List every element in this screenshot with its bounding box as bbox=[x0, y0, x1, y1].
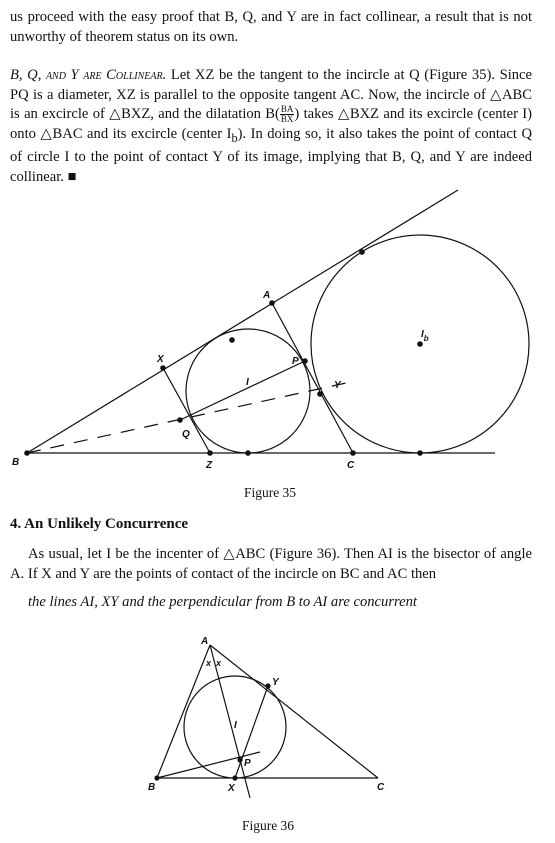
top-paragraph: us proceed with the easy proof that B, Q, and Y are in fact collinear, a result that is not unworthy of theorem status on its own. bbox=[10, 9, 532, 45]
fig35-point-y bbox=[317, 391, 323, 397]
fig35-point-ex-top bbox=[359, 249, 365, 255]
figure-36 bbox=[0, 630, 555, 830]
fig36-label-a: A bbox=[201, 636, 209, 647]
fig35-label-y: Y bbox=[334, 380, 341, 391]
fig35-tangent-line bbox=[27, 190, 458, 453]
fig36-point-x bbox=[232, 775, 237, 780]
fig36-label-y: Y bbox=[272, 677, 279, 688]
fig36-point-p bbox=[237, 757, 242, 762]
fig35-point-q bbox=[177, 417, 183, 423]
fig35-label-c: C bbox=[347, 460, 355, 471]
fig36-label-x2: x bbox=[216, 658, 222, 668]
fig35-point-ib bbox=[417, 341, 423, 347]
fig35-label-q: Q bbox=[182, 429, 190, 440]
fig35-incircle bbox=[186, 329, 310, 453]
fig35-point-ex-base bbox=[417, 450, 423, 456]
fig36-point-b bbox=[154, 775, 159, 780]
proof-body-3: ). In doing so, it also takes the point of contact Q of circle I to the point of contact Y of its image, implying that B, Q, and Y are indeed collinear. bbox=[10, 125, 532, 185]
fig35-label-a: A bbox=[263, 290, 271, 301]
fig35-label-z: Z bbox=[206, 460, 213, 471]
fig36-label-i: I bbox=[234, 720, 237, 731]
fig35-dashed-line bbox=[27, 381, 355, 453]
fig36-label-x1: x bbox=[206, 658, 212, 668]
proof-paragraph: B, Q, and Y are Collinear. Let XZ be the tangent to the incircle at Q (Figure 35). Since PQ is a diameter, XZ is parallel to the opposite tangent AC. Now, the incircle of △ABC is an excircle of △BXZ, and the dilatation B( $\frac{BA}{BX}$ ) takes △BXZ and its excircle (center I) onto △BAC and its excircle (center $I_b$). In doing so, it also takes the point of contact Q of circle I to the point of contact Y of its image, implying that B, Q, and Y are indeed collinear. ■ bbox=[10, 67, 532, 185]
fig35-point-a bbox=[269, 300, 275, 306]
proof-body-2: ) takes △BXZ and its excircle (center I) onto △BAC and its excircle (center I bbox=[10, 106, 532, 142]
section-paragraph: As usual, let I be the incenter of △ABC (Figure 36). Then AI is the bisector of angle A. If X and Y are the points of contact of the incircle on BC and AC then bbox=[10, 546, 532, 582]
figure-36-caption: Figure 36 bbox=[241, 818, 295, 833]
fig35-label-ib: $I_b$ bbox=[421, 329, 429, 343]
section-heading: 4. An Unlikely Concurrence bbox=[10, 516, 189, 532]
fig36-side-ab bbox=[157, 645, 210, 778]
fig35-point-base-contact bbox=[245, 450, 251, 456]
proof-body-1: Let XZ be the tangent to the incircle at Q (Figure 35). Since PQ is a diameter, XZ is parallel to the opposite tangent AC. Now, the incircle of △ABC is an excircle of △BXZ, and the dilatation B( bbox=[10, 67, 532, 123]
fig35-point-c bbox=[350, 450, 356, 456]
fig35-label-i: I bbox=[246, 377, 249, 388]
fig35-point-x bbox=[160, 365, 166, 371]
end-of-proof-mark: ■ bbox=[67, 168, 77, 185]
fig36-label-b: B bbox=[148, 782, 156, 793]
fig36-point-y bbox=[265, 683, 270, 688]
fig35-diameter-pq bbox=[180, 361, 305, 420]
fig36-label-x: X bbox=[228, 783, 235, 794]
fig36-label-p: P bbox=[244, 758, 251, 769]
concurrence-statement: the lines AI, XY and the perpendicular from B to AI are concurrent bbox=[28, 594, 417, 610]
fig35-label-b: B bbox=[12, 457, 20, 468]
fig35-label-x: X bbox=[157, 354, 164, 365]
fig35-label-p: P bbox=[292, 356, 299, 367]
fig36-segment-xy bbox=[235, 686, 268, 778]
fig36-label-c: C bbox=[377, 782, 385, 793]
fig35-point-tangency-top bbox=[229, 337, 235, 343]
fig35-point-p bbox=[302, 358, 308, 364]
dilatation-fraction: $\frac{BA}{BX}$ bbox=[280, 104, 294, 125]
fig35-point-b bbox=[24, 450, 30, 456]
fig35-point-z bbox=[207, 450, 213, 456]
figure-35-caption: Figure 35 bbox=[243, 485, 297, 500]
proof-lead: B, Q, and Y are Collinear. bbox=[10, 67, 167, 83]
